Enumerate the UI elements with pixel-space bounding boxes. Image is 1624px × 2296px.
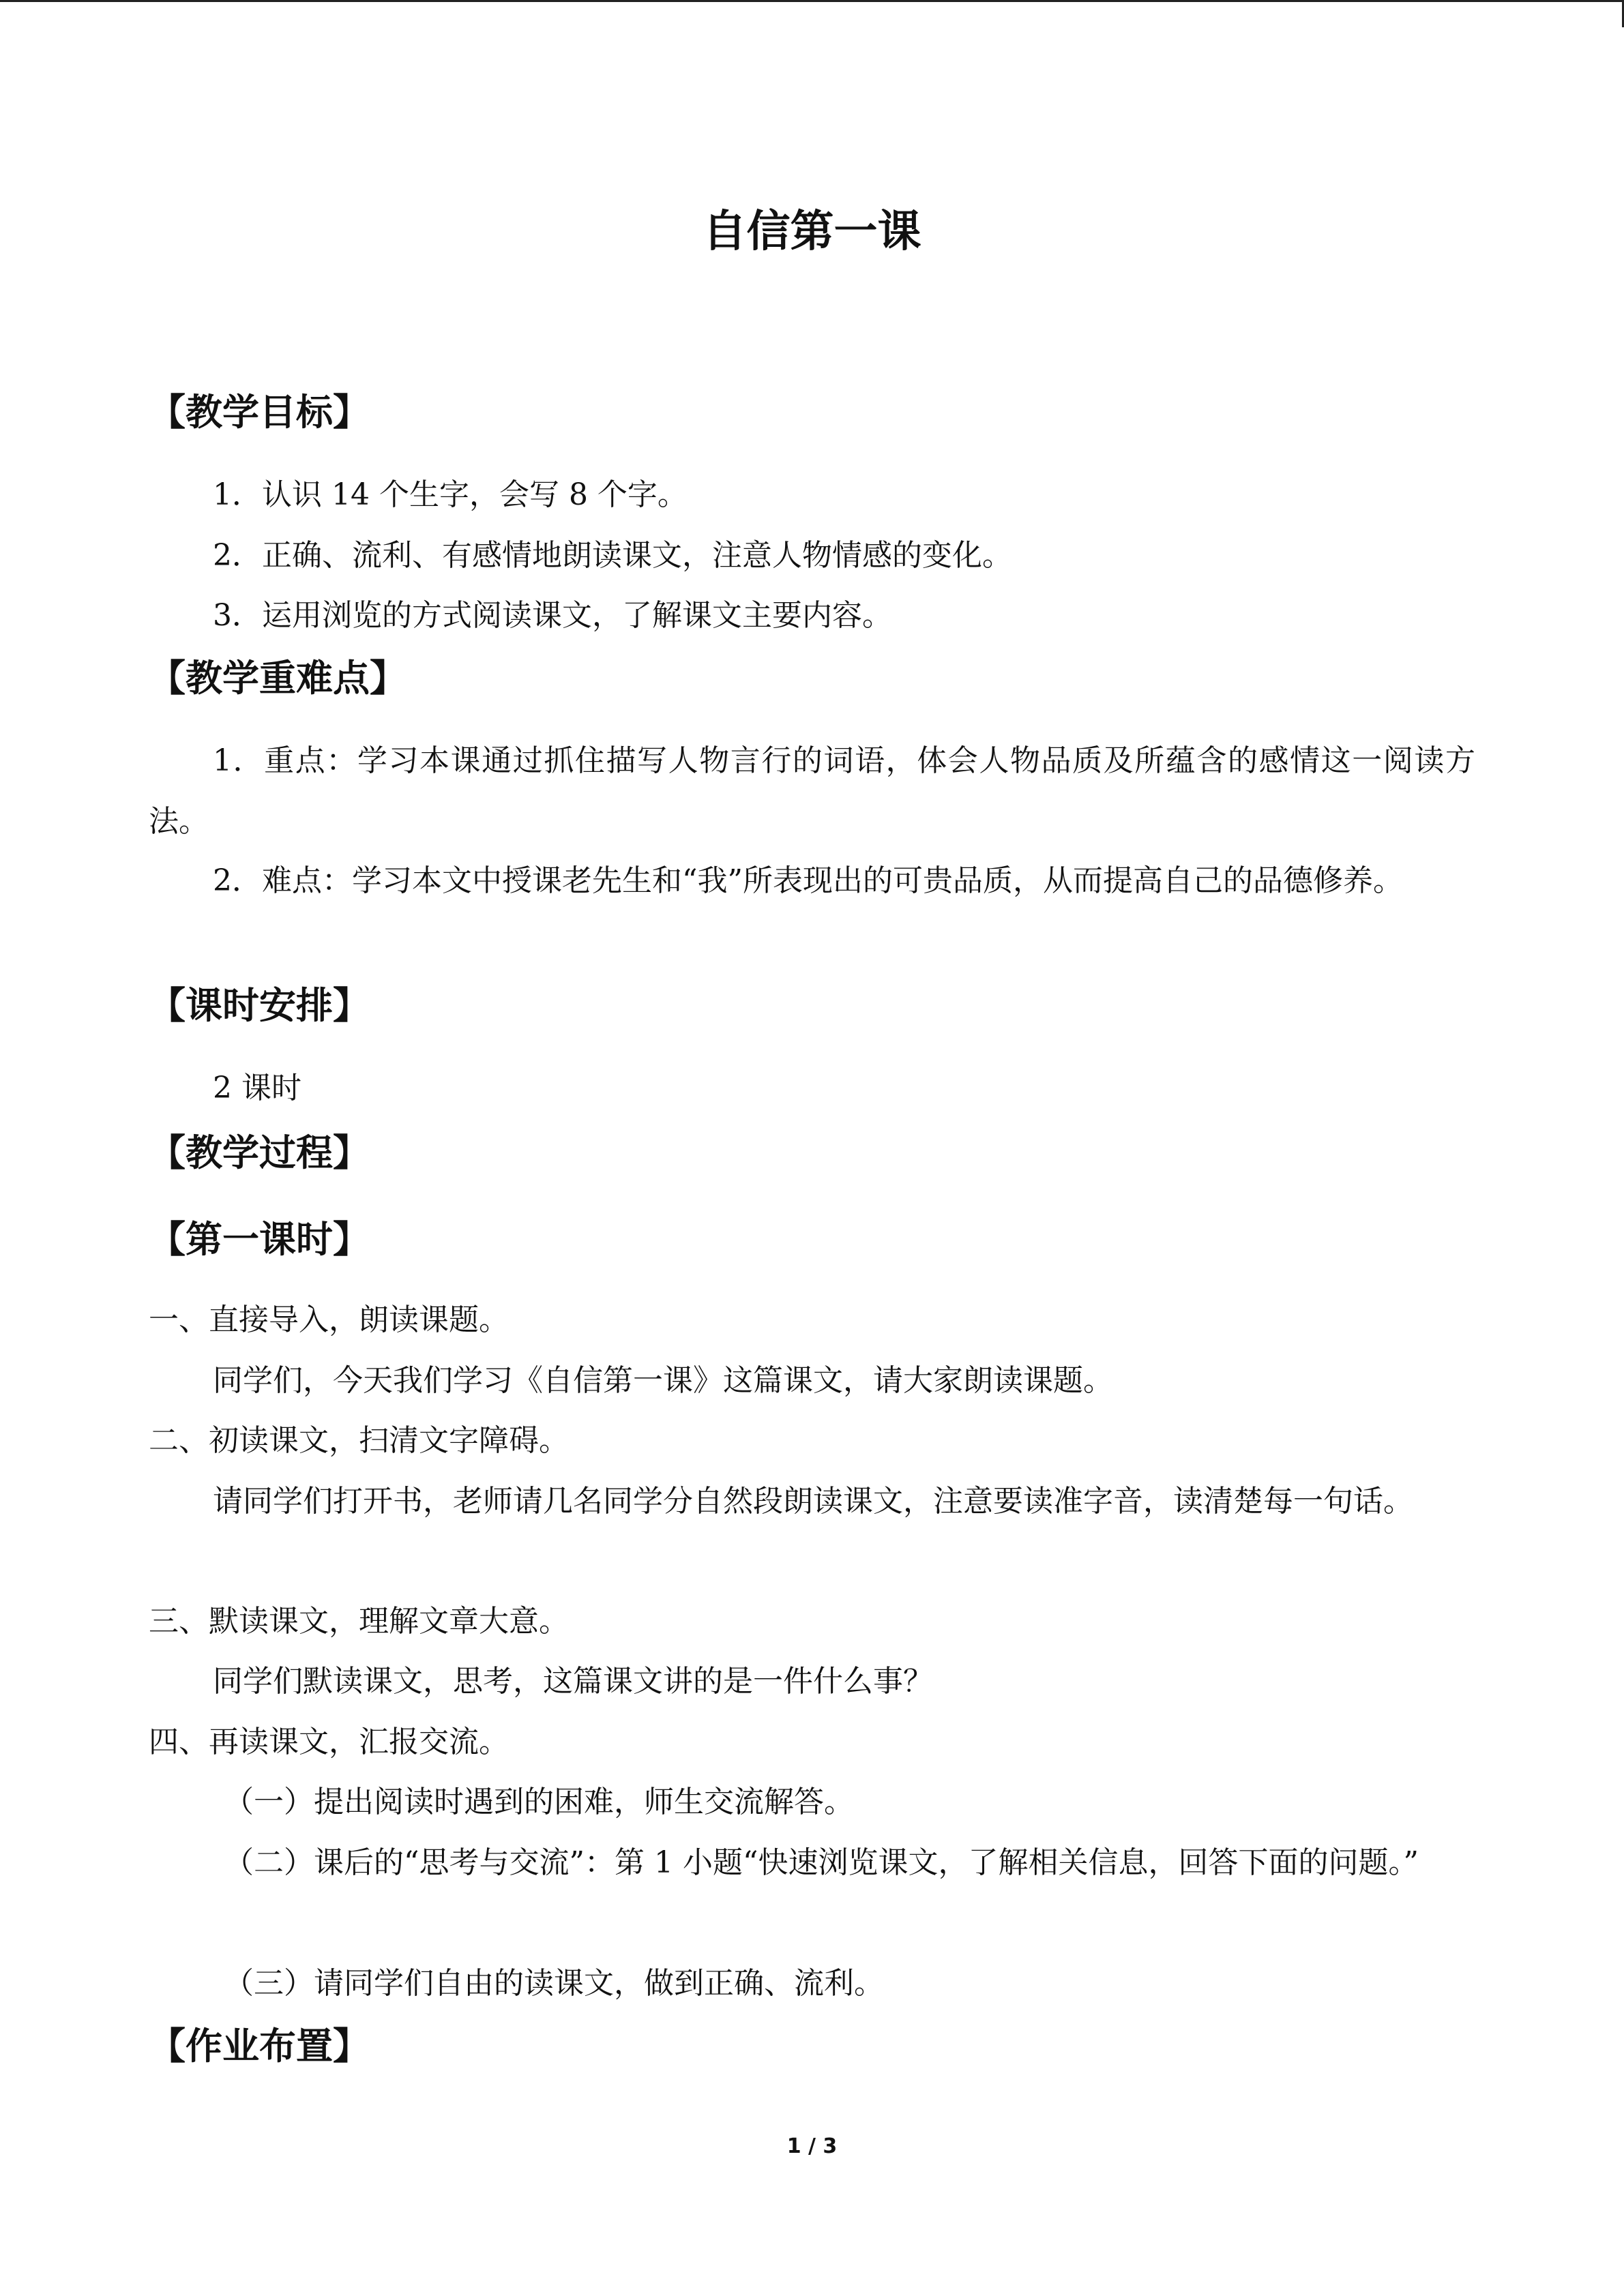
step-4-sub-2: （二）课后的“思考与交流”：第 1 小题“快速浏览课文，了解相关信息，回答下面的问题。” xyxy=(224,1845,1419,1880)
heading-homework: 【作业布置】 xyxy=(149,2025,370,2068)
step-4-sub-1: （一）提出阅读时遇到的困难，师生交流解答。 xyxy=(224,1785,854,1819)
objective-item-1: 1．认识 14 个生字，会写 8 个字。 xyxy=(213,477,688,512)
top-border-line xyxy=(0,0,1624,2)
step-4-title: 四、再读课文，汇报交流。 xyxy=(149,1725,509,1759)
key-point-item-1: 1．重点：学习本课通过抓住描写人物言行的词语，体会人物品质及所蕴含的感情这一阅读方法。 xyxy=(149,743,1475,839)
step-2-text: 请同学们打开书，老师请几名同学分自然段朗读课文，注意要读准字音，读清楚每一句话。 xyxy=(213,1484,1413,1519)
step-1-title: 一、直接导入，朗读课题。 xyxy=(149,1302,509,1337)
heading-objectives: 【教学目标】 xyxy=(149,391,370,434)
step-3-text: 同学们默读课文，思考，这篇课文讲的是一件什么事？ xyxy=(213,1664,933,1699)
document-title: 自信第一课 xyxy=(703,207,921,257)
step-2-title: 二、初读课文，扫清文字障碍。 xyxy=(149,1423,569,1458)
key-point-item-2: 2．难点：学习本文中授课老先生和“我”所表现出的可贵品质，从而提高自己的品德修养。 xyxy=(213,863,1403,898)
objective-item-2: 2．正确、流利、有感情地朗读课文，注意人物情感的变化。 xyxy=(213,538,1012,573)
schedule-text: 2 课时 xyxy=(213,1071,301,1105)
page-number: 1 / 3 xyxy=(786,2134,838,2158)
objective-item-3: 3．运用浏览的方式阅读课文，了解课文主要内容。 xyxy=(213,598,892,633)
heading-key-points: 【教学重难点】 xyxy=(149,657,407,700)
heading-lesson-one: 【第一课时】 xyxy=(149,1218,370,1261)
heading-process: 【教学过程】 xyxy=(149,1131,370,1174)
step-3-title: 三、默读课文，理解文章大意。 xyxy=(149,1604,569,1639)
step-4-sub-3: （三）请同学们自由的读课文，做到正确、流利。 xyxy=(224,1966,884,2001)
step-1-text: 同学们，今天我们学习《自信第一课》这篇课文，请大家朗读课题。 xyxy=(213,1363,1113,1398)
heading-schedule: 【课时安排】 xyxy=(149,984,370,1027)
